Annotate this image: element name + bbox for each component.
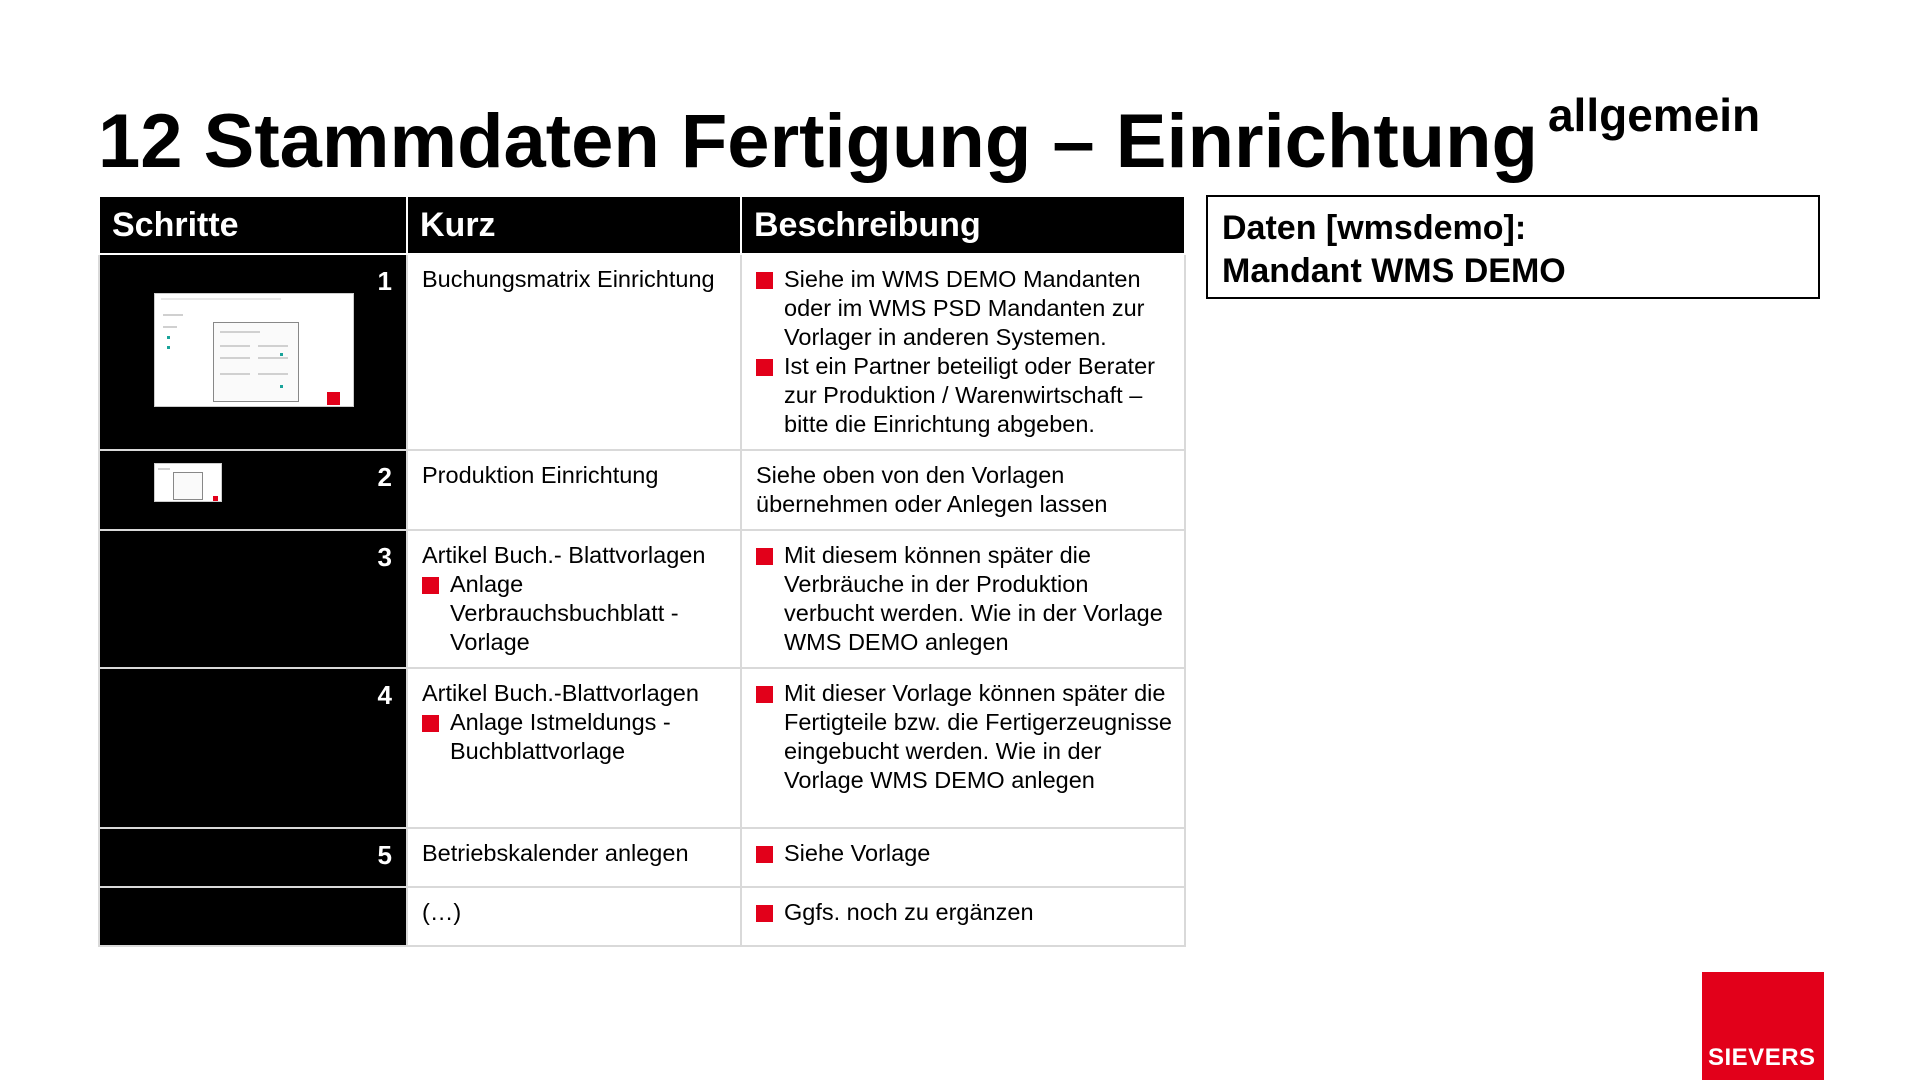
sievers-logo: [1702, 972, 1824, 1080]
step-cell: [99, 450, 407, 530]
bullet-item: Mit dieser Vorlage können später die Fertigteile bzw. die Fertigerzeugnisse eingebucht werden. Wie in der Vorlage WMS DEMO anlegen: [756, 679, 1172, 795]
kurz-text: Artikel Buch.-Blattvorlagen: [422, 680, 699, 706]
kurz-cell: [407, 450, 741, 530]
bullet-item: Ist ein Partner beteiligt oder Berater zur Produktion / Warenwirtschaft – bitte die Einrichtung abgeben.: [756, 352, 1172, 439]
beschreibung-text: Siehe oben von den Vorlagen übernehmen oder Anlegen lassen: [756, 462, 1108, 517]
table-header-row: [99, 196, 1185, 254]
screenshot-thumbnail: [154, 293, 354, 407]
step-cell: [99, 887, 407, 946]
step-cell: [99, 530, 407, 668]
kurz-cell: [407, 530, 741, 668]
info-box-line1: Daten [wmsdemo]:: [1222, 209, 1527, 247]
kurz-text: Betriebskalender anlegen: [422, 840, 689, 866]
step-number: 5: [377, 840, 392, 870]
beschreibung-cell: [741, 254, 1185, 450]
table-row: [99, 887, 1185, 946]
beschreibung-bullets: [756, 265, 1172, 439]
header-schritte: Schritte: [99, 196, 407, 254]
bullet-item: Ggfs. noch zu ergänzen: [756, 898, 1172, 927]
step-cell: [99, 254, 407, 450]
slide-title-superscript: allgemein: [1547, 89, 1761, 141]
header-beschreibung: Beschreibung: [741, 196, 1185, 254]
screenshot-thumbnail: [154, 463, 222, 502]
step-cell: [99, 668, 407, 828]
table-row: [99, 450, 1185, 530]
kurz-text: Artikel Buch.- Blattvorlagen: [422, 542, 706, 568]
beschreibung-cell: [741, 450, 1185, 530]
table-row: [99, 254, 1185, 450]
beschreibung-bullets: [756, 541, 1172, 657]
bullet-item: Anlage Istmeldungs - Buchblattvorlage: [422, 708, 728, 766]
bullet-item: Anlage Verbrauchsbuchblatt - Vorlage: [422, 570, 728, 657]
info-box-line2: Mandant WMS DEMO: [1222, 252, 1566, 290]
steps-table: [98, 195, 1186, 947]
kurz-cell: [407, 887, 741, 946]
header-kurz: Kurz: [407, 196, 741, 254]
table-row: [99, 530, 1185, 668]
beschreibung-cell: [741, 828, 1185, 887]
beschreibung-bullets: [756, 679, 1172, 795]
step-number: 3: [377, 542, 392, 572]
beschreibung-cell: [741, 530, 1185, 668]
data-info-box: [1206, 195, 1820, 299]
step-number: 1: [377, 266, 392, 296]
kurz-text: Buchungsmatrix Einrichtung: [422, 266, 715, 292]
beschreibung-bullets: [756, 839, 1172, 868]
table-row: [99, 668, 1185, 828]
bullet-item: Siehe Vorlage: [756, 839, 1172, 868]
slide-title: [98, 70, 1760, 187]
step-cell: [99, 828, 407, 887]
kurz-bullets: [422, 570, 728, 657]
kurz-text: Produktion Einrichtung: [422, 462, 659, 488]
kurz-cell: [407, 668, 741, 828]
beschreibung-cell: [741, 668, 1185, 828]
beschreibung-bullets: [756, 898, 1172, 927]
kurz-bullets: [422, 708, 728, 766]
table-row: [99, 828, 1185, 887]
bullet-item: Siehe im WMS DEMO Mandanten oder im WMS PSD Mandanten zur Vorlager in anderen Systemen.: [756, 265, 1172, 352]
step-number: 4: [377, 680, 392, 710]
beschreibung-cell: [741, 887, 1185, 946]
kurz-cell: [407, 828, 741, 887]
logo-text: SIEVERS: [1708, 1044, 1816, 1071]
kurz-text: (…): [422, 899, 462, 925]
step-number: 2: [377, 462, 392, 492]
slide-title-main: 12 Stammdaten Fertigung – Einrichtung: [98, 99, 1538, 184]
bullet-item: Mit diesem können später die Verbräuche in der Produktion verbucht werden. Wie in der Vorlage WMS DEMO anlegen: [756, 541, 1172, 657]
kurz-cell: [407, 254, 741, 450]
